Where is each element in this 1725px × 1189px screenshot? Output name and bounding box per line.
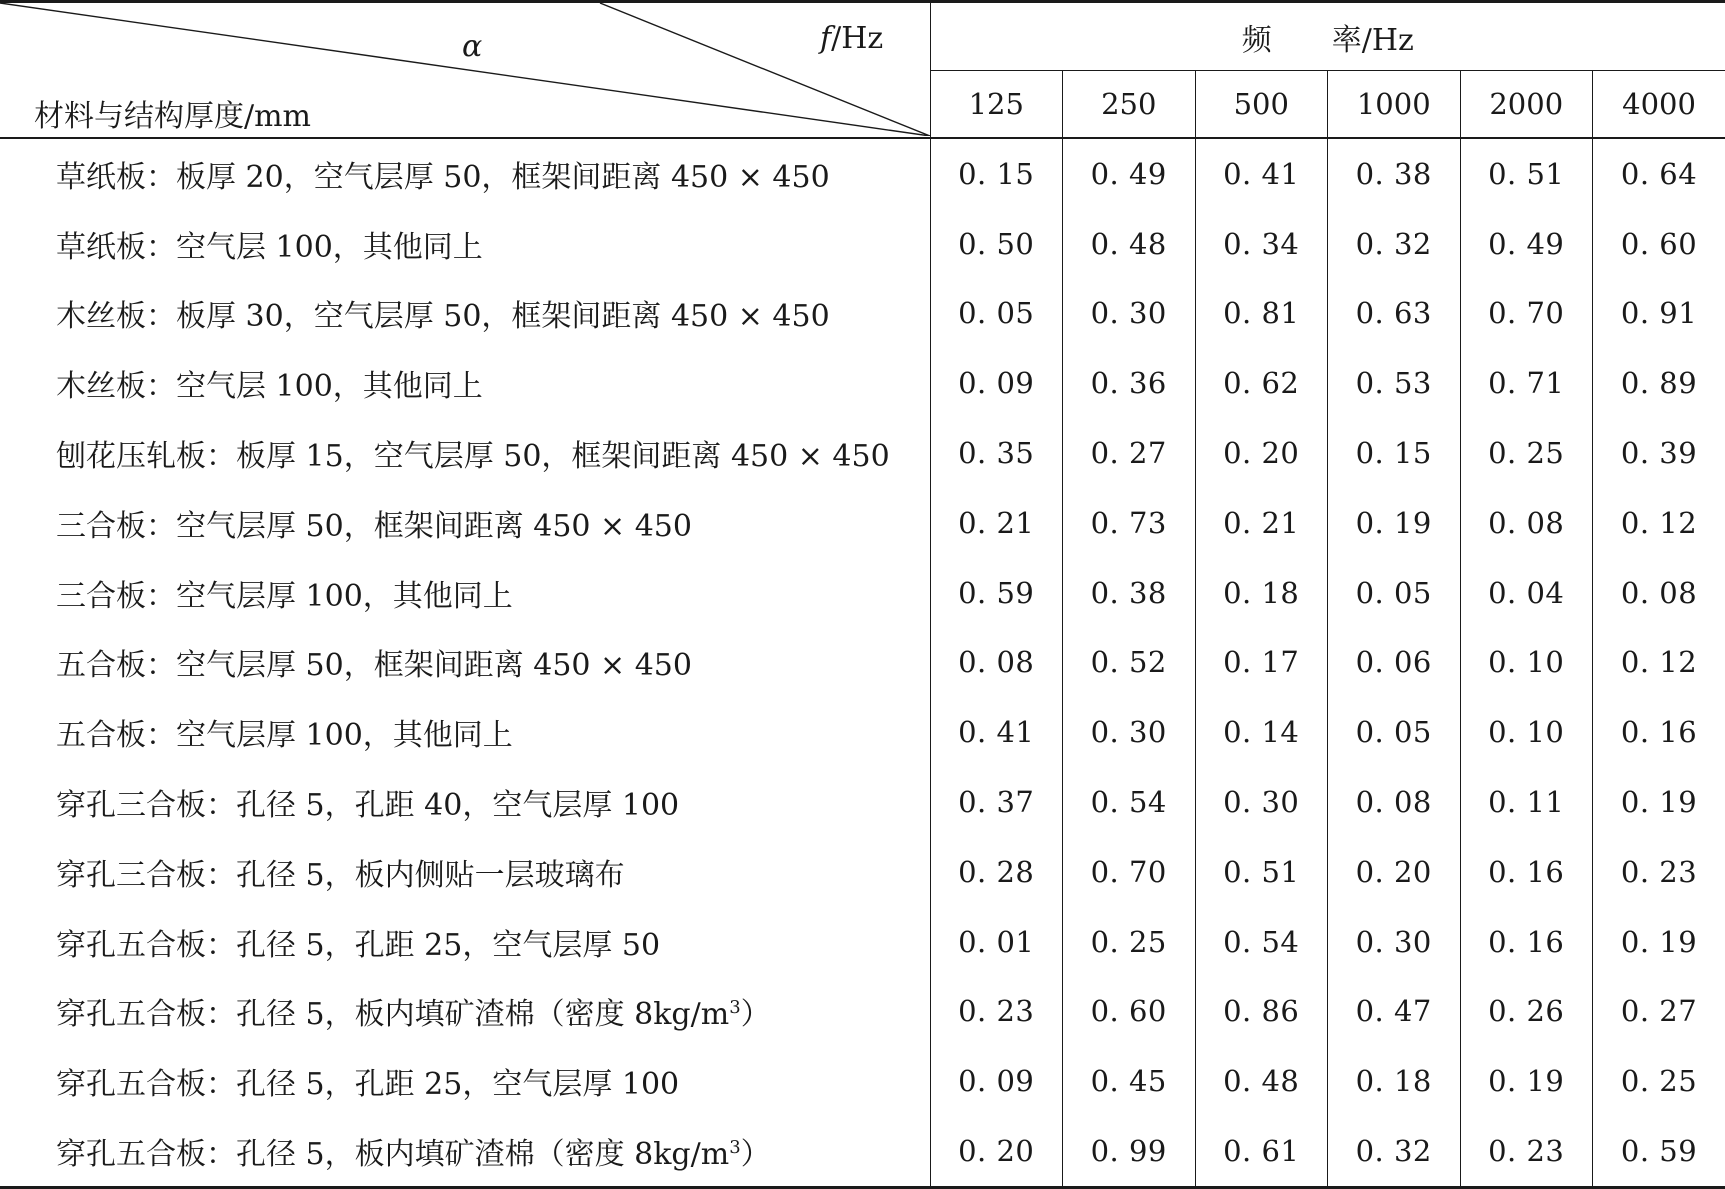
table-row xyxy=(0,697,1725,767)
material-cell xyxy=(0,837,930,907)
coefficient-cell-1000: 0. 08 xyxy=(1328,767,1461,837)
coefficient-cell-1000: 0. 15 xyxy=(1328,418,1461,488)
frequency-axis-label xyxy=(820,21,883,56)
coefficient-cell-125: 0. 21 xyxy=(930,488,1063,558)
material-cell xyxy=(0,1046,930,1116)
coefficient-cell-250: 0. 54 xyxy=(1063,767,1196,837)
coefficient-cell-2000: 0. 25 xyxy=(1460,418,1593,488)
material-cell xyxy=(0,558,930,628)
table-header xyxy=(0,2,1725,139)
coefficient-cell-4000: 0. 19 xyxy=(1593,907,1725,977)
coefficient-cell-1000: 0. 06 xyxy=(1328,628,1461,698)
material-text-tail: ） xyxy=(741,997,771,1032)
coefficient-cell-1000: 0. 05 xyxy=(1328,558,1461,628)
coefficient-cell-4000: 0. 16 xyxy=(1593,697,1725,767)
table-row xyxy=(0,558,1725,628)
material-text: 穿孔五合板：孔径 5，孔距 25，空气层厚 100 xyxy=(56,1067,679,1102)
material-cell xyxy=(0,907,930,977)
coefficient-cell-500: 0. 17 xyxy=(1195,628,1328,698)
coefficient-cell-250: 0. 60 xyxy=(1063,977,1196,1047)
coefficient-cell-250: 0. 52 xyxy=(1063,628,1196,698)
coefficient-cell-500: 0. 51 xyxy=(1195,837,1328,907)
coefficient-cell-1000: 0. 63 xyxy=(1328,279,1461,349)
coefficient-cell-125: 0. 37 xyxy=(930,767,1063,837)
material-text: 三合板：空气层厚 50，框架间距离 450 × 450 xyxy=(56,509,692,544)
material-text: 五合板：空气层厚 100，其他同上 xyxy=(56,718,513,753)
table-row xyxy=(0,279,1725,349)
frequency-header-500: 500 xyxy=(1195,71,1328,139)
coefficient-cell-1000: 0. 05 xyxy=(1328,697,1461,767)
f-unit: /Hz xyxy=(831,21,883,56)
material-column-label: 材料与结构厚度/mm xyxy=(34,91,311,135)
coefficient-cell-2000: 0. 70 xyxy=(1460,279,1593,349)
coefficient-cell-125: 0. 41 xyxy=(930,697,1063,767)
coefficient-cell-1000: 0. 47 xyxy=(1328,977,1461,1047)
coefficient-cell-125: 0. 01 xyxy=(930,907,1063,977)
coefficient-cell-500: 0. 14 xyxy=(1195,697,1328,767)
coefficient-cell-2000: 0. 16 xyxy=(1460,837,1593,907)
material-cell xyxy=(0,628,930,698)
unit-superscript: 3 xyxy=(729,1137,740,1158)
coefficient-cell-1000: 0. 38 xyxy=(1328,138,1461,209)
coefficient-cell-250: 0. 70 xyxy=(1063,837,1196,907)
coefficient-cell-1000: 0. 20 xyxy=(1328,837,1461,907)
coefficient-cell-500: 0. 61 xyxy=(1195,1116,1328,1187)
coefficient-cell-4000: 0. 89 xyxy=(1593,348,1725,418)
table-row xyxy=(0,138,1725,209)
material-text: 刨花压轧板：板厚 15，空气层厚 50，框架间距离 450 × 450 xyxy=(56,439,890,474)
material-text: 穿孔五合板：孔径 5，板内填矿渣棉（密度 8kg/m xyxy=(56,1137,729,1172)
coefficient-cell-250: 0. 73 xyxy=(1063,488,1196,558)
coefficient-cell-250: 0. 30 xyxy=(1063,279,1196,349)
material-text: 三合板：空气层厚 100，其他同上 xyxy=(56,579,513,614)
coefficient-cell-4000: 0. 12 xyxy=(1593,628,1725,698)
coefficient-cell-500: 0. 62 xyxy=(1195,348,1328,418)
coefficient-cell-250: 0. 25 xyxy=(1063,907,1196,977)
coefficient-cell-2000: 0. 19 xyxy=(1460,1046,1593,1116)
coefficient-cell-2000: 0. 71 xyxy=(1460,348,1593,418)
coefficient-cell-250: 0. 49 xyxy=(1063,138,1196,209)
table-row xyxy=(0,837,1725,907)
coefficient-cell-125: 0. 23 xyxy=(930,977,1063,1047)
coefficient-cell-4000: 0. 39 xyxy=(1593,418,1725,488)
coefficient-cell-125: 0. 20 xyxy=(930,1116,1063,1187)
coefficient-cell-125: 0. 35 xyxy=(930,418,1063,488)
coefficient-cell-1000: 0. 32 xyxy=(1328,209,1461,279)
coefficient-cell-250: 0. 38 xyxy=(1063,558,1196,628)
coefficient-cell-500: 0. 20 xyxy=(1195,418,1328,488)
coefficient-cell-500: 0. 48 xyxy=(1195,1046,1328,1116)
table-row xyxy=(0,348,1725,418)
coefficient-cell-2000: 0. 10 xyxy=(1460,628,1593,698)
table-row xyxy=(0,977,1725,1047)
frequency-header-250: 250 xyxy=(1063,71,1196,139)
unit-superscript: 3 xyxy=(729,997,740,1018)
coefficient-cell-250: 0. 36 xyxy=(1063,348,1196,418)
material-text: 穿孔五合板：孔径 5，板内填矿渣棉（密度 8kg/m xyxy=(56,997,729,1032)
coefficient-cell-250: 0. 30 xyxy=(1063,697,1196,767)
coefficient-cell-125: 0. 09 xyxy=(930,1046,1063,1116)
header-row-top xyxy=(0,2,1725,71)
table-body xyxy=(0,138,1725,1187)
coefficient-cell-2000: 0. 16 xyxy=(1460,907,1593,977)
alpha-label: α xyxy=(462,29,482,64)
coefficient-cell-500: 0. 18 xyxy=(1195,558,1328,628)
coefficient-cell-4000: 0. 59 xyxy=(1593,1116,1725,1187)
coefficient-cell-125: 0. 05 xyxy=(930,279,1063,349)
material-cell xyxy=(0,348,930,418)
coefficient-cell-2000: 0. 11 xyxy=(1460,767,1593,837)
coefficient-cell-1000: 0. 18 xyxy=(1328,1046,1461,1116)
coefficient-cell-500: 0. 21 xyxy=(1195,488,1328,558)
frequency-header-2000: 2000 xyxy=(1460,71,1593,139)
material-cell xyxy=(0,977,930,1047)
coefficient-cell-4000: 0. 19 xyxy=(1593,767,1725,837)
coefficient-cell-125: 0. 09 xyxy=(930,348,1063,418)
coefficient-cell-2000: 0. 23 xyxy=(1460,1116,1593,1187)
coefficient-cell-125: 0. 50 xyxy=(930,209,1063,279)
material-cell xyxy=(0,418,930,488)
material-text: 穿孔五合板：孔径 5，孔距 25，空气层厚 50 xyxy=(56,928,660,963)
frequency-header-125: 125 xyxy=(930,71,1063,139)
coefficient-cell-500: 0. 54 xyxy=(1195,907,1328,977)
coefficient-cell-1000: 0. 19 xyxy=(1328,488,1461,558)
table-row xyxy=(0,418,1725,488)
coefficient-cell-4000: 0. 60 xyxy=(1593,209,1725,279)
material-text: 草纸板：板厚 20，空气层厚 50，框架间距离 450 × 450 xyxy=(56,160,830,195)
f-symbol: f xyxy=(820,21,831,56)
frequency-header-1000: 1000 xyxy=(1328,71,1461,139)
material-cell xyxy=(0,1116,930,1187)
material-cell xyxy=(0,767,930,837)
coefficient-cell-250: 0. 99 xyxy=(1063,1116,1196,1187)
coefficient-cell-1000: 0. 32 xyxy=(1328,1116,1461,1187)
coefficient-cell-4000: 0. 27 xyxy=(1593,977,1725,1047)
frequency-group-header: 频 率/Hz xyxy=(930,2,1725,71)
table-row xyxy=(0,1046,1725,1116)
coefficient-cell-1000: 0. 53 xyxy=(1328,348,1461,418)
table-row xyxy=(0,1116,1725,1187)
diagonal-header-cell xyxy=(0,2,930,139)
coefficient-cell-125: 0. 28 xyxy=(930,837,1063,907)
material-text: 木丝板：空气层 100，其他同上 xyxy=(56,369,483,404)
coefficient-cell-500: 0. 30 xyxy=(1195,767,1328,837)
coefficient-cell-4000: 0. 08 xyxy=(1593,558,1725,628)
coefficient-cell-500: 0. 86 xyxy=(1195,977,1328,1047)
material-cell xyxy=(0,697,930,767)
material-cell xyxy=(0,209,930,279)
material-cell xyxy=(0,488,930,558)
coefficient-cell-4000: 0. 25 xyxy=(1593,1046,1725,1116)
coefficient-cell-4000: 0. 12 xyxy=(1593,488,1725,558)
table-row xyxy=(0,767,1725,837)
table-row xyxy=(0,628,1725,698)
coefficient-cell-500: 0. 81 xyxy=(1195,279,1328,349)
table-row xyxy=(0,209,1725,279)
coefficient-cell-2000: 0. 26 xyxy=(1460,977,1593,1047)
table-row xyxy=(0,488,1725,558)
coefficient-cell-250: 0. 27 xyxy=(1063,418,1196,488)
coefficient-cell-4000: 0. 23 xyxy=(1593,837,1725,907)
material-text: 草纸板：空气层 100，其他同上 xyxy=(56,230,483,265)
coefficient-cell-2000: 0. 49 xyxy=(1460,209,1593,279)
coefficient-cell-2000: 0. 10 xyxy=(1460,697,1593,767)
material-text: 五合板：空气层厚 50，框架间距离 450 × 450 xyxy=(56,648,692,683)
material-text: 穿孔三合板：孔径 5，孔距 40，空气层厚 100 xyxy=(56,788,679,823)
material-text: 木丝板：板厚 30，空气层厚 50，框架间距离 450 × 450 xyxy=(56,299,830,334)
table-row xyxy=(0,907,1725,977)
coefficient-cell-1000: 0. 30 xyxy=(1328,907,1461,977)
coefficient-cell-4000: 0. 91 xyxy=(1593,279,1725,349)
material-text-tail: ） xyxy=(741,1137,771,1172)
coefficient-cell-250: 0. 48 xyxy=(1063,209,1196,279)
coefficient-cell-500: 0. 41 xyxy=(1195,138,1328,209)
coefficient-cell-250: 0. 45 xyxy=(1063,1046,1196,1116)
material-cell xyxy=(0,279,930,349)
material-text: 穿孔三合板：孔径 5，板内侧贴一层玻璃布 xyxy=(56,858,625,893)
coefficient-cell-2000: 0. 04 xyxy=(1460,558,1593,628)
coefficient-cell-125: 0. 08 xyxy=(930,628,1063,698)
coefficient-cell-4000: 0. 64 xyxy=(1593,138,1725,209)
frequency-header-4000: 4000 xyxy=(1593,71,1725,139)
coefficient-cell-2000: 0. 08 xyxy=(1460,488,1593,558)
coefficient-cell-500: 0. 34 xyxy=(1195,209,1328,279)
coefficient-cell-125: 0. 15 xyxy=(930,138,1063,209)
coefficient-cell-2000: 0. 51 xyxy=(1460,138,1593,209)
coefficient-cell-125: 0. 59 xyxy=(930,558,1063,628)
material-cell xyxy=(0,138,930,209)
